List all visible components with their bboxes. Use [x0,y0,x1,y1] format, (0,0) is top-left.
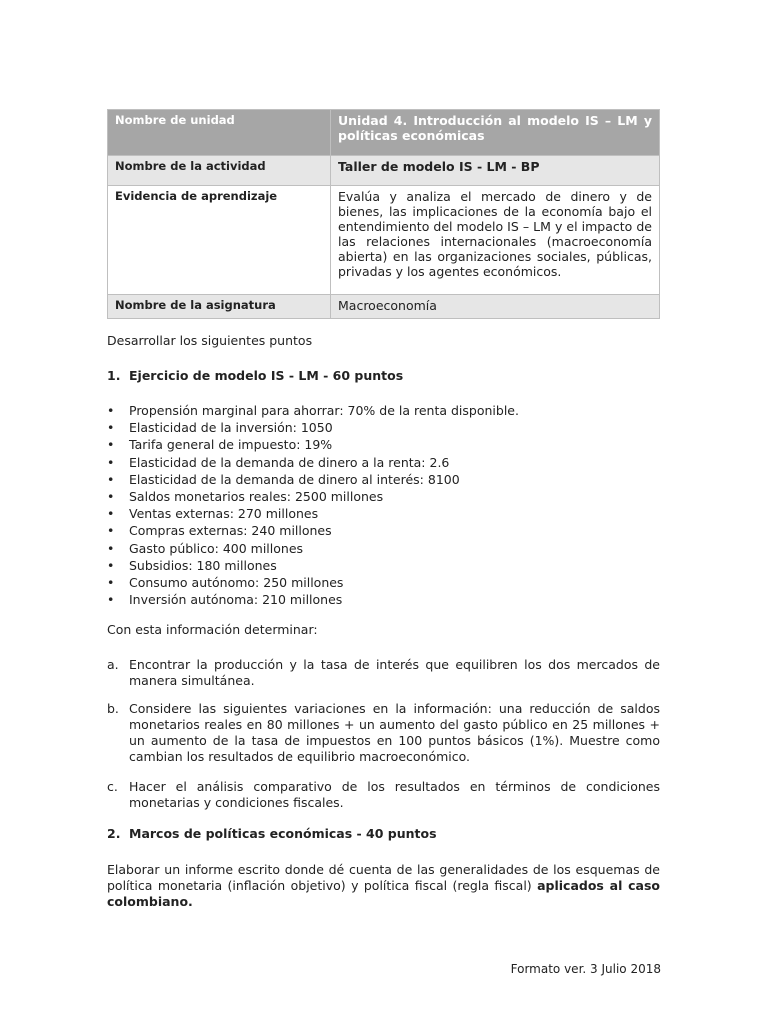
table-label: Nombre de la actividad [108,156,331,186]
list-item: • Elasticidad de la demanda de dinero al interés: 8100 [107,471,460,487]
bullet-icon: • [107,437,115,453]
closing-paragraph [107,862,660,910]
closing-text: Elaborar un informe escrito donde dé cuenta de las generalidades de los esquemas de política monetaria (inflación objetivo) y política fiscal (regla fiscal) [107,862,660,893]
section-title: Marcos de políticas económicas - 40 puntos [129,826,437,841]
list-item: • Propensión marginal para ahorrar: 70% de la renta disponible. [107,403,519,418]
bullet-icon: • [107,540,115,556]
bullet-icon: • [107,403,115,418]
table-row [108,156,660,186]
bullet-icon: • [107,420,115,436]
table-value: Unidad 4. Introducción al modelo IS – LM y políticas económicas [331,110,660,156]
parameter-list [107,402,667,608]
table-value: Evalúa y analiza el mercado de dinero y de bienes, las implicaciones de la economía bajo el entendimiento del modelo IS – LM y el impacto de las relaciones internacionales (macroeconomía abierta) en las organizaciones sociales, públicas, privadas y los agentes económicos. [331,186,660,295]
bullet-icon: • [107,488,115,504]
intro-text: Desarrollar los siguientes puntos [107,333,313,348]
table-label: Nombre de la asignatura [108,295,331,319]
section-title: Ejercicio de modelo IS - LM - 60 puntos [129,368,404,383]
list-item: • Consumo autónomo: 250 millones [107,574,344,590]
section-1-heading [107,368,660,384]
list-item: • Elasticidad de la inversión: 1050 [107,420,333,436]
list-item: • Compras externas: 240 millones [107,523,332,539]
item-letter: b. [107,701,119,716]
footer-version: Formato ver. 3 Julio 2018 [510,962,661,976]
table-label: Nombre de unidad [108,110,331,156]
list-item: • Gasto público: 400 millones [107,540,304,556]
list-item: • Subsidios: 180 millones [107,557,277,573]
bullet-icon: • [107,557,115,573]
section-number: 1. [107,368,121,383]
list-item: • Elasticidad de la demanda de dinero a la renta: 2.6 [107,454,450,470]
table-row [108,110,660,156]
list-item [107,657,660,689]
item-text: Encontrar la producción y la tasa de interés que equilibren los dos mercados de manera simultánea. [129,657,660,688]
list-item: • Tarifa general de impuesto: 19% [107,437,333,453]
bullet-icon: • [107,523,115,539]
list-item: • Ventas externas: 270 millones [107,506,319,522]
bullet-icon: • [107,471,115,487]
table-row [108,295,660,319]
list-item: • Saldos monetarios reales: 2500 millones [107,488,384,504]
bullet-icon: • [107,506,115,522]
list-item [107,701,660,765]
unit-info-table [107,109,660,319]
item-text: Hacer el análisis comparativo de los resultados en términos de condiciones monetarias y condiciones fiscales. [129,779,660,810]
list-item [107,779,660,811]
bullet-icon: • [107,454,115,470]
section-2-heading [107,826,660,842]
section-number: 2. [107,826,121,841]
determine-text: Con esta información determinar: [107,622,318,637]
table-value: Macroeconomía [331,295,660,319]
list-item: • Inversión autónoma: 210 millones [107,592,343,608]
table-label: Evidencia de aprendizaje [108,186,331,295]
item-letter: c. [107,779,118,794]
bullet-icon: • [107,592,115,608]
item-letter: a. [107,657,119,672]
table-value: Taller de modelo IS - LM - BP [331,156,660,186]
bullet-icon: • [107,574,115,590]
closing-bold: aplicados al caso colombiano. [107,878,661,909]
item-text: Considere las siguientes variaciones en la información: una reducción de saldos monetarios reales en 80 millones + un aumento del gasto público en 25 millones + un aumento de la tasa de impuestos en 100 puntos básicos (1%). Muestre como cambian los resultados de equilibrio macroeconómico. [129,701,660,764]
table-row [108,186,660,295]
